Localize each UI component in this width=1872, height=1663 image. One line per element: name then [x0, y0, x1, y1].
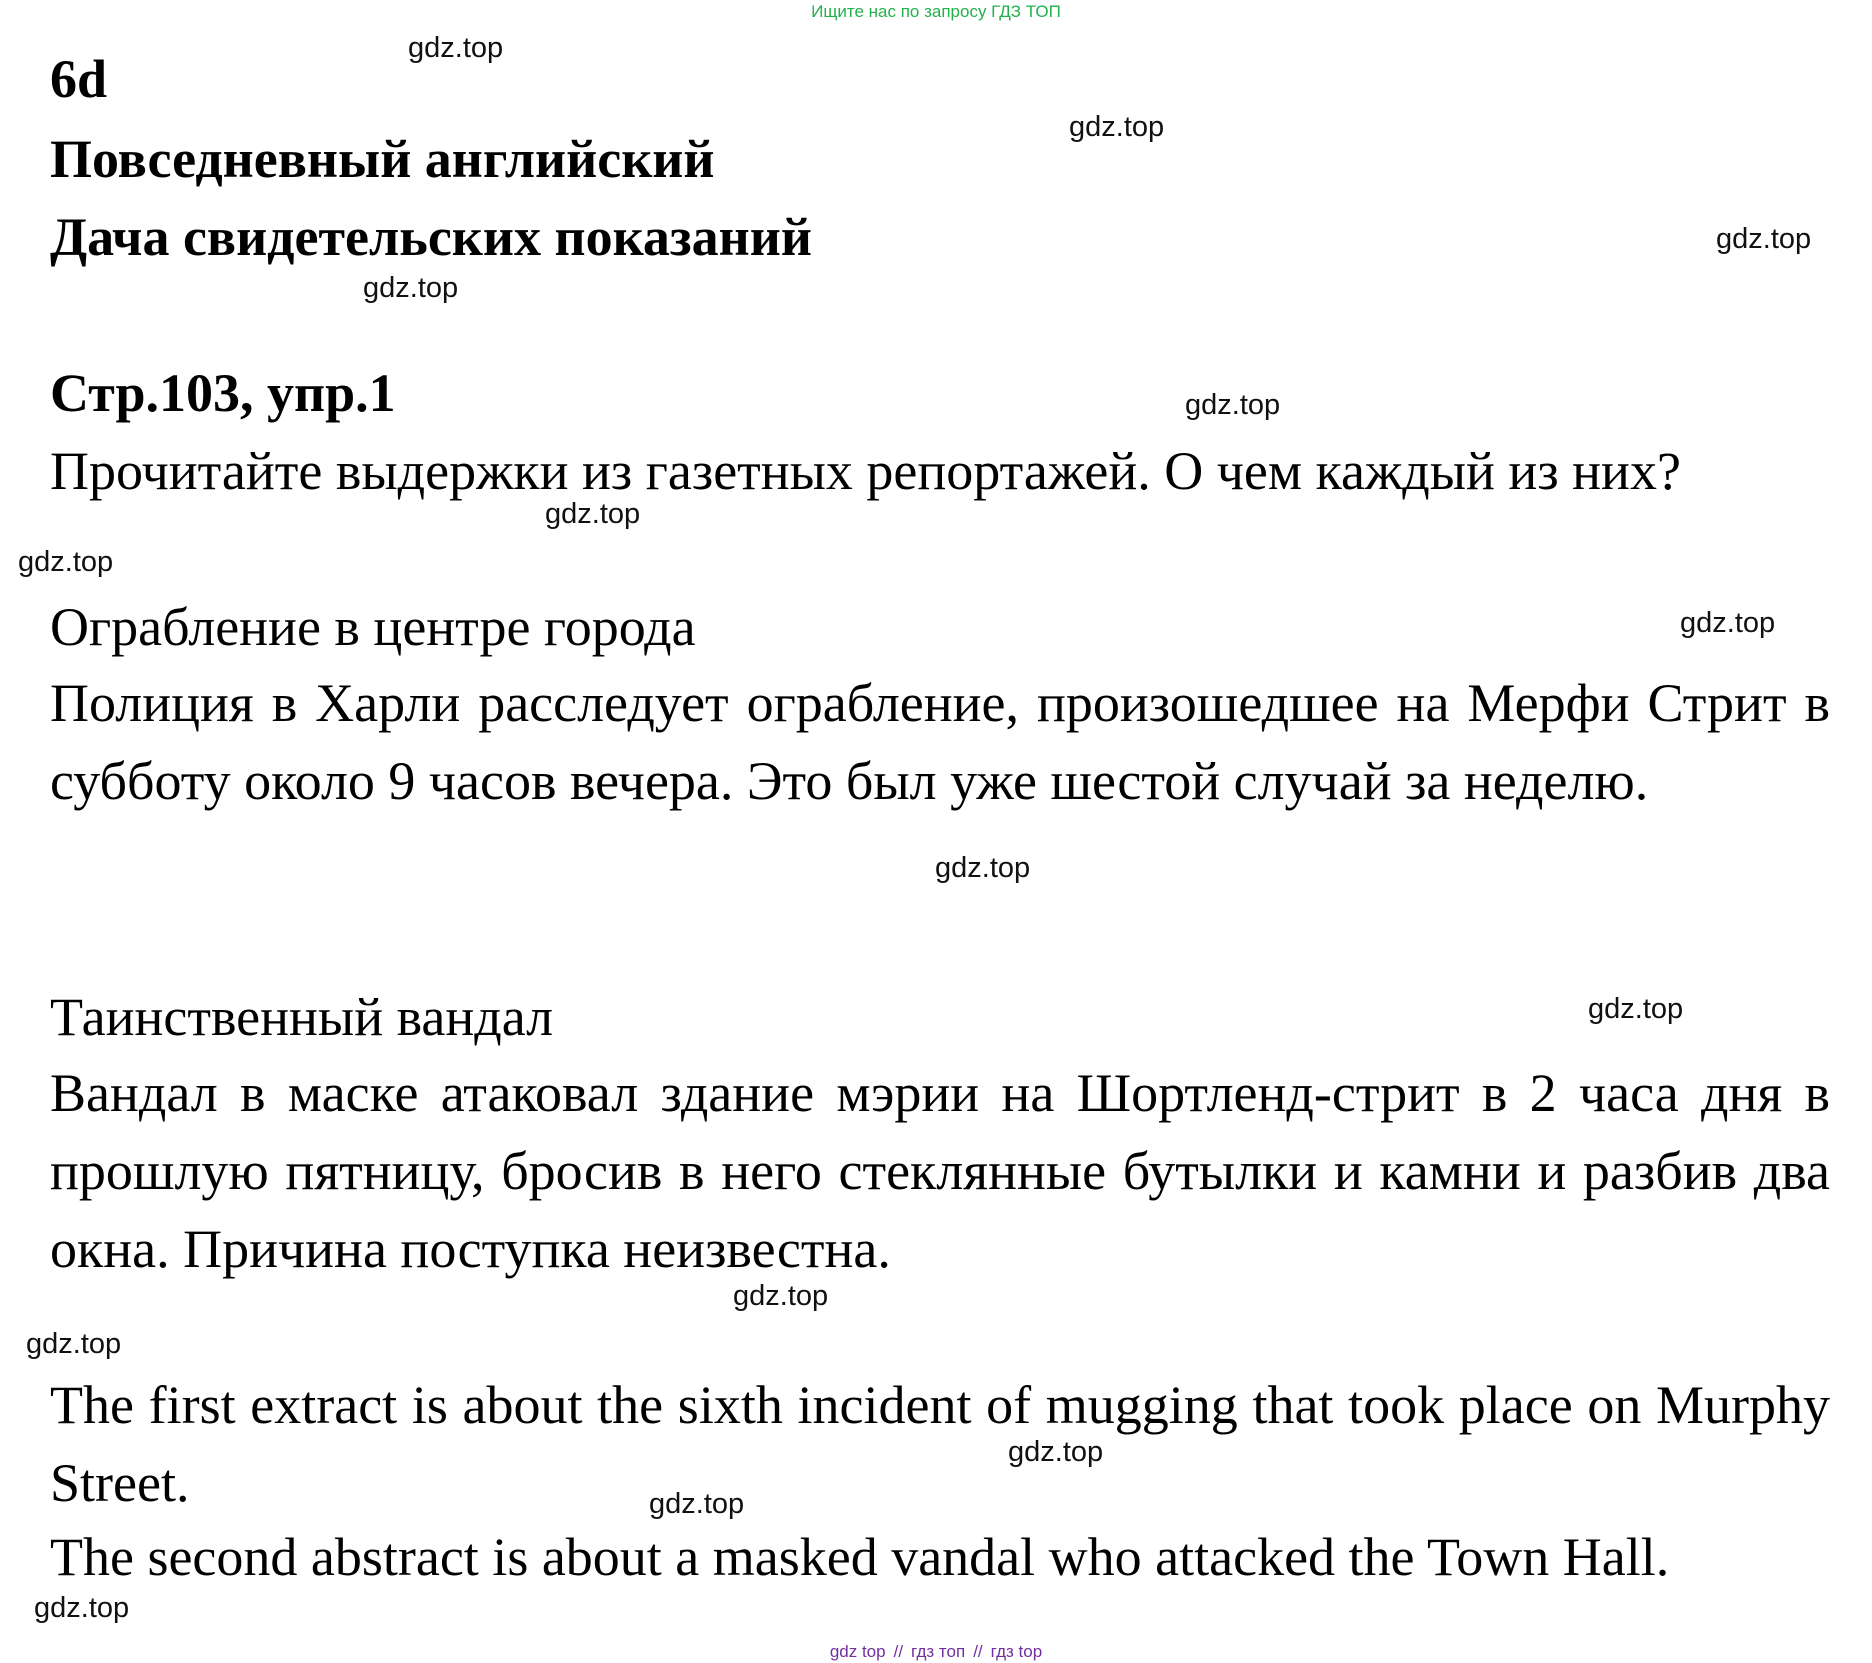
extract-2-text: Вандал в маске атаковал здание мэрии на Шортленд-стрит в 2 часа дня в прошлую пятницу, бросив в него стеклянные бутылки и камни и разбив два окна. Причина поступка неизвестна. — [50, 1063, 1830, 1279]
instruction-text: Прочитайте выдержки из газетных репортажей. О чем каждый из них? — [50, 441, 1681, 501]
section-number: 6d — [50, 49, 108, 109]
extract-1-text: Полиция в Харли расследует ограбление, произошедшее на Мерфи Стрит в субботу около 9 часов вечера. Это был уже шестой случай за неделю. — [50, 673, 1830, 811]
title-line-1: Повседневный английский — [50, 129, 715, 189]
watermark: gdz.top — [1680, 607, 1776, 639]
footer-part-1: gdz top — [829, 1642, 886, 1661]
watermark: gdz.top — [26, 1328, 122, 1360]
footer-separator: // — [973, 1642, 983, 1661]
watermark: gdz.top — [34, 1592, 130, 1624]
watermark: gdz.top — [1185, 389, 1281, 421]
watermark: gdz.top — [649, 1488, 745, 1520]
footer — [0, 1642, 1872, 1662]
footer-separator: // — [893, 1642, 904, 1661]
watermark: gdz.top — [1716, 223, 1812, 255]
title-line-2: Дача свидетельских показаний — [50, 207, 812, 267]
watermark: gdz.top — [363, 272, 459, 304]
watermark: gdz.top — [733, 1280, 829, 1312]
watermark: gdz.top — [935, 852, 1031, 884]
watermark: gdz.top — [408, 32, 504, 64]
extract-1-headline: Ограбление в центре города — [50, 597, 696, 657]
answer-1-text: The first extract is about the sixth incident of mugging that took place on Murphy Street. — [50, 1375, 1830, 1513]
watermark: gdz.top — [1069, 111, 1165, 143]
footer-part-3: гдз top — [990, 1642, 1043, 1661]
watermark: gdz.top — [18, 546, 114, 578]
watermark: gdz.top — [1008, 1436, 1104, 1468]
exercise-reference: Стр.103, упр.1 — [50, 363, 396, 423]
watermark: gdz.top — [1588, 993, 1684, 1025]
extract-2-headline: Таинственный вандал — [50, 987, 554, 1047]
footer-part-2: гдз топ — [911, 1642, 966, 1661]
watermark: gdz.top — [545, 498, 641, 530]
answer-2-text: The second abstract is about a masked vandal who attacked the Town Hall. — [50, 1527, 1670, 1587]
top-banner: Ищите нас по запросу ГДЗ ТОП — [811, 2, 1061, 21]
